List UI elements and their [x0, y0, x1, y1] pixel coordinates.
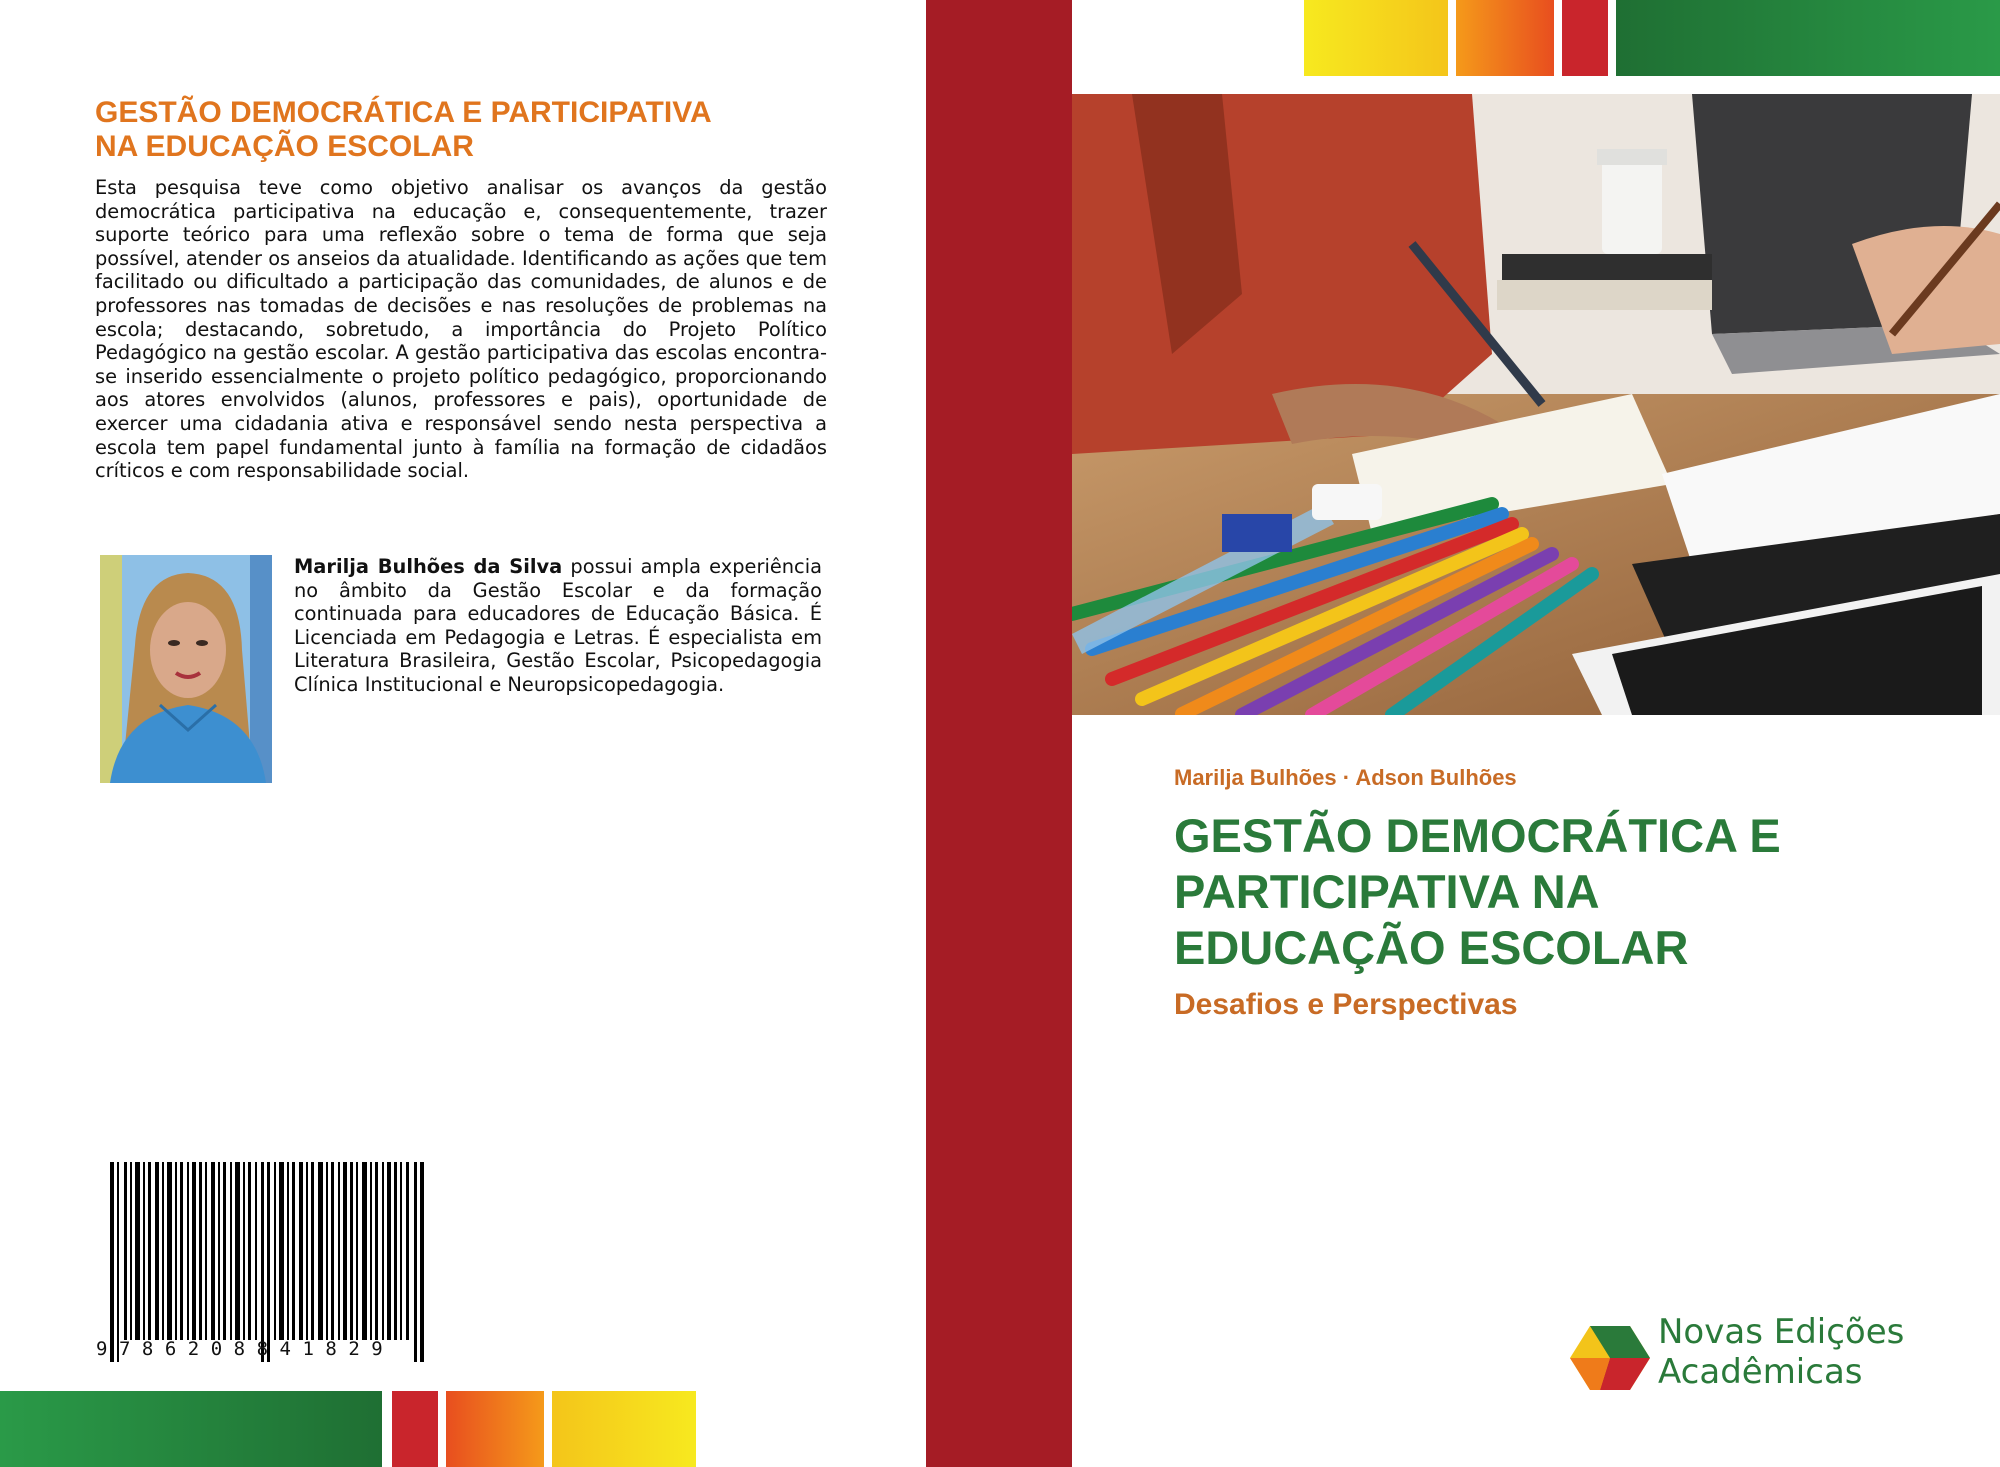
front-authors: Marilja Bulhões · Adson Bulhões [1174, 765, 1517, 790]
stripe-green [1616, 0, 2000, 76]
stripe-orange [1456, 0, 1554, 76]
hexagon-logo-icon [1570, 1318, 1650, 1398]
back-cover [0, 0, 926, 1467]
stripe-red [1562, 0, 1608, 76]
front-color-stripes [1304, 0, 2000, 76]
publisher-line-1: Novas Edições [1658, 1312, 1905, 1352]
author-bio-text: possui ampla experiência no âmbito da Gestão Escolar e da formação continuada para educadores de Educação Básica. É Licenciada em Pedagogia e Letras. É especialista em Literatura Brasileira, Gestão Escolar, Psicopedagogia Clínica Institucional e Neuropsicopedagogia. [294, 555, 822, 696]
author-photo [100, 555, 272, 783]
back-title-line-1: GESTÃO DEMOCRÁTICA E PARTICIPATIVA [95, 96, 712, 129]
stripe-red [392, 1391, 438, 1467]
barcode [108, 1162, 428, 1362]
book-synopsis: Esta pesquisa teve como objetivo analisar os avanços da gestão democrática participativa na educação e, consequentemente, trazer suporte teórico para uma reflexão sobre o tema de forma que seja possível, atender os anseios da atualidade. Identificando as ações que tem facilitado ou dificultado a participação das comunidades, de alunos e de professores nas tomadas de decisões e nas resoluções de problemas na escola; destacando, sobretudo, a importância do Projeto Político Pedagógico na gestão escolar. A gestão participativa das escolas encontra-se inserido essencialmente o projeto político pedagógico, proporcionando aos atores envolvidos (alunos, professores e pais), oportunidade de exercer uma cidadania ativa e responsável sendo nesta perspectiva a escola tem papel fundamental junto à família na formação de cidadãos críticos e com responsabilidade social. [95, 176, 827, 483]
barcode-number: 9786208841829 [96, 1338, 395, 1360]
front-title-line-2: PARTICIPATIVA NA [1174, 865, 1600, 918]
book-spine [926, 0, 1072, 1467]
stripe-orange [446, 1391, 544, 1467]
stripe-yellow [1304, 0, 1448, 76]
back-cover-title [95, 96, 855, 164]
publisher-line-2: Acadêmicas [1658, 1352, 1863, 1392]
stripe-yellow [552, 1391, 696, 1467]
front-title-line-1: GESTÃO DEMOCRÁTICA E [1174, 809, 1781, 862]
front-subtitle: Desafios e Perspectivas [1174, 988, 1518, 1021]
stripe-green [0, 1391, 382, 1467]
cover-photo [1072, 94, 2000, 715]
back-color-stripes [0, 1391, 700, 1467]
author-biography [294, 555, 822, 697]
front-title-line-3: EDUCAÇÃO ESCOLAR [1174, 921, 1689, 974]
publisher-block [1570, 1312, 1970, 1402]
front-cover-title [1174, 808, 1954, 976]
publisher-name [1658, 1312, 1978, 1392]
front-cover [1072, 0, 2000, 1467]
back-title-line-2: NA EDUCAÇÃO ESCOLAR [95, 130, 474, 163]
author-name: Marilja Bulhões da Silva [294, 555, 563, 578]
